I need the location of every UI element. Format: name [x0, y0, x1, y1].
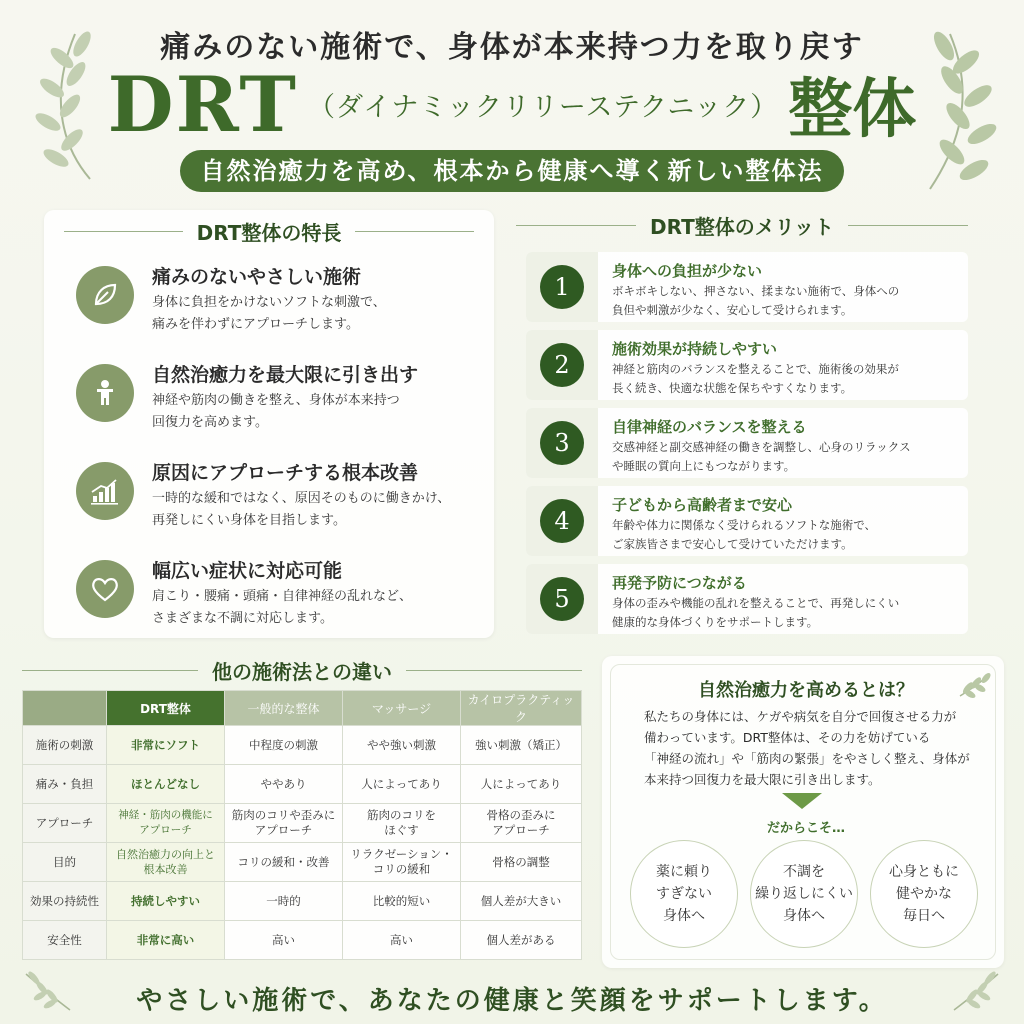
table-cell: 強い刺激（矯正） — [461, 726, 582, 765]
comparison-table — [22, 690, 582, 960]
table-cell: 比較的短い — [343, 882, 461, 921]
header — [0, 0, 1024, 200]
table-cell: ほとんどなし — [107, 765, 225, 804]
table-cell: 高い — [343, 921, 461, 960]
table-cell: 非常に高い — [107, 921, 225, 960]
merit-number: 1 — [540, 265, 584, 309]
merit-desc: 年齢や体力に関係なく受けられるソフトな施術で、 ご家族皆さまで安心して受けていただけます。 — [612, 518, 877, 551]
merit-number: 5 — [540, 577, 584, 621]
table-header: マッサージ — [343, 691, 461, 726]
table-row — [23, 765, 582, 804]
table-header — [23, 691, 107, 726]
bar-chart-icon — [76, 462, 134, 520]
table-cell: 痛み・負担 — [23, 765, 107, 804]
table-cell: リラクゼーション・ コリの緩和 — [343, 843, 461, 882]
table-cell: 安全性 — [23, 921, 107, 960]
feature-desc: 一時的な緩和ではなく、原因そのものに働きかけ、 再発しにくい身体を目指します。 — [152, 491, 451, 528]
table-row — [23, 726, 582, 765]
features-heading: DRT整体の特長 — [64, 218, 474, 244]
merit-number: 4 — [540, 499, 584, 543]
table-cell: 自然治癒力の向上と 根本改善 — [107, 843, 225, 882]
merit-title: 施術効果が持続しやすい — [612, 340, 778, 358]
feature-item — [76, 458, 486, 538]
merit-item — [526, 330, 968, 400]
table-row — [23, 921, 582, 960]
table-header: カイロプラクティック — [461, 691, 582, 726]
merit-number: 3 — [540, 421, 584, 465]
down-arrow-icon — [782, 793, 822, 809]
tagline: 痛みのない施術で、身体が本来持つ力を取り戻す — [160, 30, 864, 65]
merit-title: 身体への負担が少ない — [612, 262, 763, 280]
merit-desc: 神経と筋肉のバランスを整えることで、施術後の効果が 長く続き、快適な状態を保ちやすくなります。 — [612, 362, 899, 395]
feature-item — [76, 360, 486, 440]
comparison-heading: 他の施術法との違い — [22, 658, 582, 682]
table-cell: 高い — [225, 921, 343, 960]
merit-title: 子どもから高齢者まで安心 — [612, 496, 793, 514]
table-cell: やや強い刺激 — [343, 726, 461, 765]
table-cell: 骨格の歪みに アプローチ — [461, 804, 582, 843]
feature-desc: 肩こり・腰痛・頭痛・自律神経の乱れなど、 さまざまな不調に対応します。 — [152, 589, 413, 626]
benefit-bubble: 心身ともに 健やかな 毎日へ — [870, 840, 978, 948]
table-row — [23, 882, 582, 921]
feature-title: 自然治癒力を最大限に引き出す — [152, 364, 419, 386]
table-cell: 効果の持続性 — [23, 882, 107, 921]
feature-item — [76, 556, 486, 636]
feature-desc: 身体に負担をかけないソフトな刺激で、 痛みを伴わずにアプローチします。 — [152, 295, 386, 332]
table-cell: 個人差がある — [461, 921, 582, 960]
table-cell: 施術の刺激 — [23, 726, 107, 765]
feature-title: 原因にアプローチする根本改善 — [152, 462, 419, 484]
feature-title: 幅広い症状に対応可能 — [152, 560, 343, 582]
table-cell: アプローチ — [23, 804, 107, 843]
table-cell: ややあり — [225, 765, 343, 804]
benefit-bubble: 薬に頼り すぎない 身体へ — [630, 840, 738, 948]
title-paren: （ダイナミックリリーステクニック） — [307, 91, 779, 123]
table-cell: 目的 — [23, 843, 107, 882]
table-row — [23, 804, 582, 843]
table-row — [23, 843, 582, 882]
merit-item — [526, 408, 968, 478]
page-title — [0, 59, 1024, 149]
merit-desc: 身体の歪みや機能の乱れを整えることで、再発しにくい 健康的な身体づくりをサポートします。 — [612, 596, 900, 629]
subtitle-banner: 自然治癒力を高め、根本から健康へ導く新しい整体法 — [180, 150, 844, 192]
feature-title: 痛みのないやさしい施術 — [152, 266, 362, 288]
heart-icon — [76, 560, 134, 618]
table-header-row — [23, 691, 582, 726]
table-cell: 一時的 — [225, 882, 343, 921]
title-drt: DRT — [107, 59, 298, 149]
dakara-text: だからこそ… — [766, 821, 845, 836]
merits-heading: DRT整体のメリット — [516, 212, 968, 238]
merit-title: 再発予防につながる — [612, 574, 747, 592]
table-cell: 持続しやすい — [107, 882, 225, 921]
feature-desc: 神経や筋肉の働きを整え、身体が本来持つ 回復力を高めます。 — [152, 393, 400, 430]
table-cell: 筋肉のコリや歪みに アプローチ — [225, 804, 343, 843]
table-header: 一般的な整体 — [225, 691, 343, 726]
table-cell: 人によってあり — [343, 765, 461, 804]
merit-desc: ボキボキしない、押さない、揉まない施術で、身体への 負但や刺激が少なく、安心して受けられます。 — [612, 284, 900, 317]
table-cell: 非常にソフト — [107, 726, 225, 765]
title-suffix: 整体 — [788, 72, 917, 147]
table-cell: 筋肉のコリを ほぐす — [343, 804, 461, 843]
table-cell: 人によってあり — [461, 765, 582, 804]
table-cell: 骨格の調整 — [461, 843, 582, 882]
table-cell: コリの緩和・改善 — [225, 843, 343, 882]
feature-item — [76, 262, 486, 342]
table-cell: 個人差が大きい — [461, 882, 582, 921]
merit-item — [526, 564, 968, 634]
footer-message: やさしい施術で、あなたの健康と笑顔をサポートします。 — [136, 986, 888, 1016]
table-cell: 神経・筋肉の機能に アプローチ — [107, 804, 225, 843]
merit-item — [526, 486, 968, 556]
merit-item — [526, 252, 968, 322]
merit-number: 2 — [540, 343, 584, 387]
merit-desc: 交感神経と副交感神経の働きを調整し、心身のリラックス や睡眠の質向上にもつながります。 — [612, 440, 911, 473]
benefit-bubble: 不調を 繰り返しにくい 身体へ — [750, 840, 858, 948]
table-header: DRT整体 — [107, 691, 225, 726]
leaf-icon — [76, 266, 134, 324]
natural-healing-body: 私たちの身体には、ケガや病気を自分で回復させる力が 備わっています。DRT整体は、その力を妨げている 「神経の流れ」や「筋肉の緊張」をやさしく整え、身体が 本来持つ回復力を最大限に引き出します。 — [644, 709, 970, 787]
natural-healing-title: 自然治癒力を高めるとは？ — [698, 680, 914, 701]
merit-title: 自律神経のバランスを整える — [612, 418, 807, 436]
table-cell: 中程度の刺激 — [225, 726, 343, 765]
person-icon — [76, 364, 134, 422]
